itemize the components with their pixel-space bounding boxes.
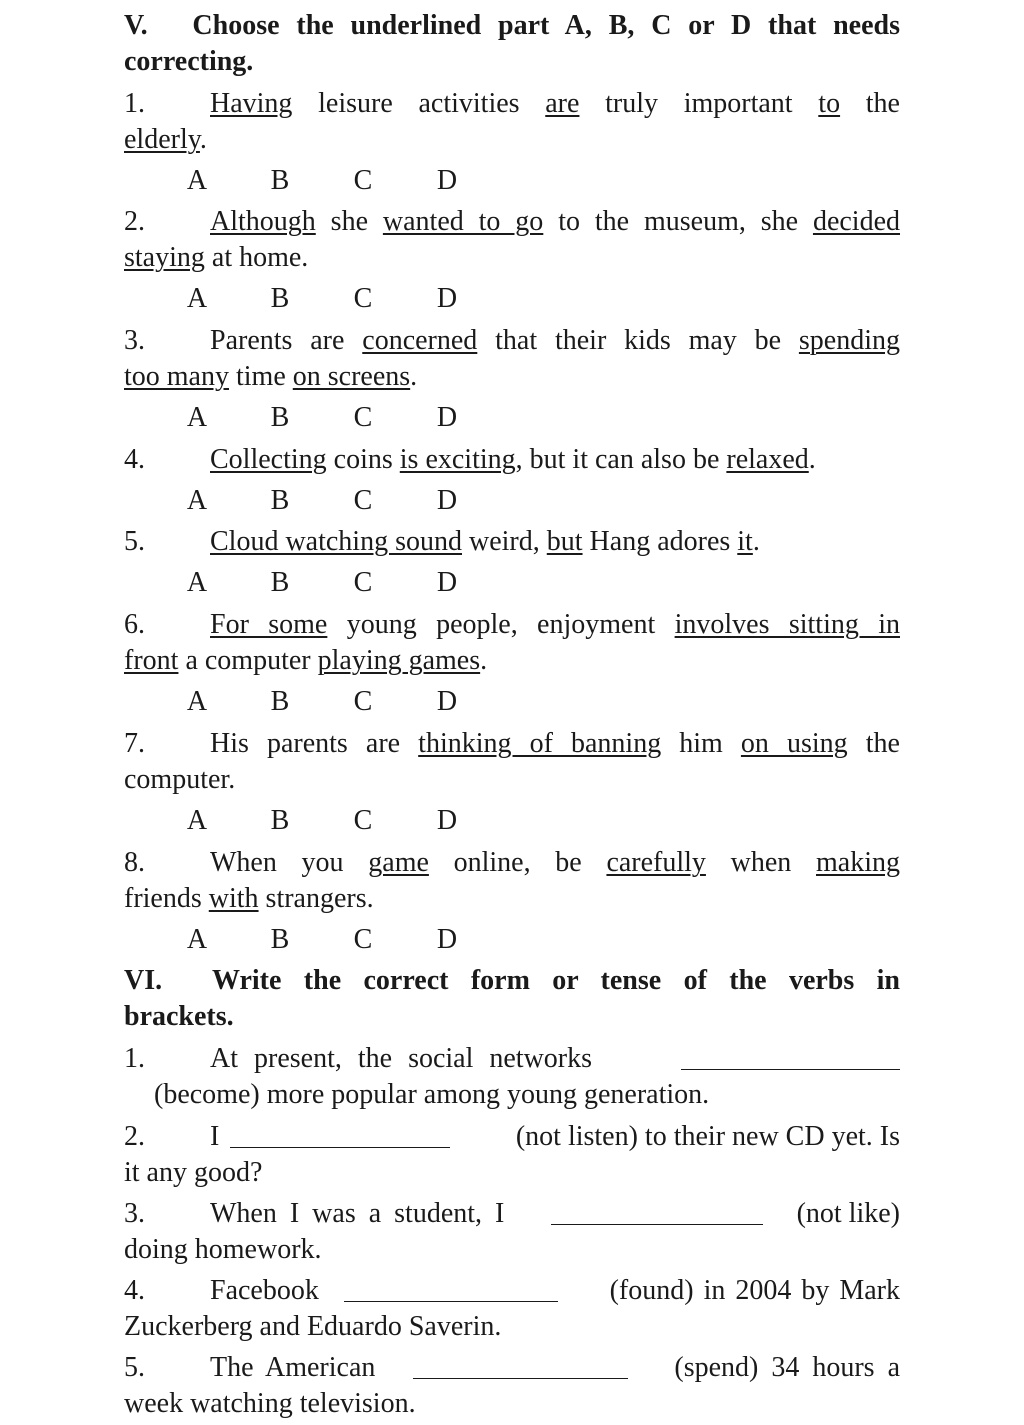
part-d: with	[208, 883, 259, 914]
v-question-3-cont: too many time on screens.	[124, 361, 418, 392]
section-v-title: V. Choose the underlined part A, B, C or D that needs	[124, 10, 900, 41]
part-d: on screens	[292, 361, 411, 392]
vi-question-4-cont: Zuckerberg and Eduardo Saverin.	[124, 1311, 502, 1342]
vi-question-2-cont: it any good?	[124, 1157, 263, 1188]
part-b: carefully	[606, 847, 706, 878]
part-d: playing games	[317, 645, 481, 676]
choice-d: D	[436, 402, 458, 433]
choice-d: D	[436, 924, 458, 955]
vi-question-2: 2. I (not listen) to their new CD yet. Is	[124, 1121, 900, 1152]
part-a: Collecting	[210, 444, 327, 475]
answer-blank[interactable]	[413, 1352, 628, 1379]
choice-b: B	[270, 924, 290, 955]
choice-d: D	[436, 567, 458, 598]
part-b: on using	[740, 728, 848, 759]
choice-a: A	[186, 686, 208, 717]
v-question-4: 4. Collecting coins is exciting, but it can also be relaxed.	[124, 444, 816, 475]
v-question-8-cont: friends with strangers.	[124, 883, 374, 914]
choice-a: A	[186, 805, 208, 836]
vi-question-5: 5. The American (spend) 34 hours a	[124, 1352, 900, 1383]
v-question-1: 1. Having leisure activities are truly important to the	[124, 88, 900, 119]
part-a: Although	[210, 206, 316, 237]
v-question-8: 8. When you game online, be carefully when making	[124, 847, 900, 878]
part-c: front	[124, 645, 179, 676]
vi-question-4: 4. Facebook (found) in 2004 by Mark	[124, 1275, 900, 1306]
v-question-1-cont: elderly.	[124, 124, 207, 155]
part-b: involves sitting in	[674, 609, 900, 640]
section-vi-title-cont: brackets.	[124, 1001, 234, 1032]
vi-question-1: 1. At present, the social networks	[124, 1041, 900, 1077]
part-a: thinking of banning	[418, 728, 662, 759]
part-c: it	[737, 526, 753, 557]
part-c: too many	[124, 361, 229, 392]
part-c: to	[818, 88, 841, 119]
section-vi-title: VI. Write the correct form or tense of the verbs in	[124, 965, 900, 996]
section-v-title-cont: correcting.	[124, 46, 254, 77]
part-c: making	[816, 847, 900, 878]
choice-d: D	[436, 686, 458, 717]
choice-c: C	[353, 805, 373, 836]
answer-blank[interactable]	[681, 1043, 900, 1070]
choice-b: B	[270, 805, 290, 836]
part-b: wanted to go	[382, 206, 544, 237]
choice-c: C	[353, 567, 373, 598]
part-b: is exciting	[399, 444, 516, 475]
v-question-6: 6. For some young people, enjoyment involves sitting in	[124, 609, 900, 640]
part-b: spending	[798, 325, 900, 356]
choice-a: A	[186, 567, 208, 598]
choice-c: C	[353, 485, 373, 516]
part-a: For some	[210, 609, 328, 640]
choice-b: B	[270, 402, 290, 433]
choice-b: B	[270, 485, 290, 516]
vi-question-1-cont: (become) more popular among young generation.	[154, 1079, 710, 1110]
answer-blank[interactable]	[344, 1275, 558, 1302]
choice-c: C	[353, 165, 373, 196]
choice-b: B	[270, 283, 290, 314]
choice-b: B	[270, 165, 290, 196]
choice-d: D	[436, 283, 458, 314]
v-question-7: 7. His parents are thinking of banning him on using the	[124, 728, 900, 759]
choice-d: D	[436, 165, 458, 196]
part-b: are	[545, 88, 580, 119]
part-c: decided	[812, 206, 901, 237]
choice-c: C	[353, 402, 373, 433]
part-d: elderly	[124, 124, 200, 155]
choice-b: B	[270, 686, 290, 717]
choice-a: A	[186, 165, 208, 196]
part-a: Cloud watching sound	[210, 526, 462, 557]
vi-question-5-cont: week watching television.	[124, 1388, 416, 1419]
v-question-2: 2. Although she wanted to go to the museum, she decided	[124, 206, 901, 237]
choice-a: A	[186, 924, 208, 955]
choice-c: C	[353, 924, 373, 955]
v-question-2-cont: staying at home.	[124, 242, 309, 273]
part-c: relaxed	[726, 444, 809, 475]
v-question-3: 3. Parents are concerned that their kids may be spending	[124, 325, 900, 356]
part-a: Having	[210, 88, 293, 119]
v-question-6-cont: front a computer playing games.	[124, 645, 488, 676]
answer-blank[interactable]	[230, 1121, 450, 1148]
v-question-5: 5. Cloud watching sound weird, but Hang adores it.	[124, 526, 760, 557]
choice-a: A	[186, 402, 208, 433]
choice-d: D	[436, 485, 458, 516]
part-a: concerned	[362, 325, 478, 356]
choice-c: C	[353, 283, 373, 314]
choice-d: D	[436, 805, 458, 836]
choice-c: C	[353, 686, 373, 717]
answer-blank[interactable]	[551, 1198, 763, 1225]
vi-question-3-cont: doing homework.	[124, 1234, 322, 1265]
choice-a: A	[186, 485, 208, 516]
choice-a: A	[186, 283, 208, 314]
part-b: but	[546, 526, 583, 557]
choice-b: B	[270, 567, 290, 598]
v-question-7-cont: computer.	[124, 764, 236, 795]
vi-question-3: 3. When I was a student, I (not like)	[124, 1198, 900, 1229]
part-a: game	[368, 847, 429, 878]
part-d: staying	[124, 242, 205, 273]
